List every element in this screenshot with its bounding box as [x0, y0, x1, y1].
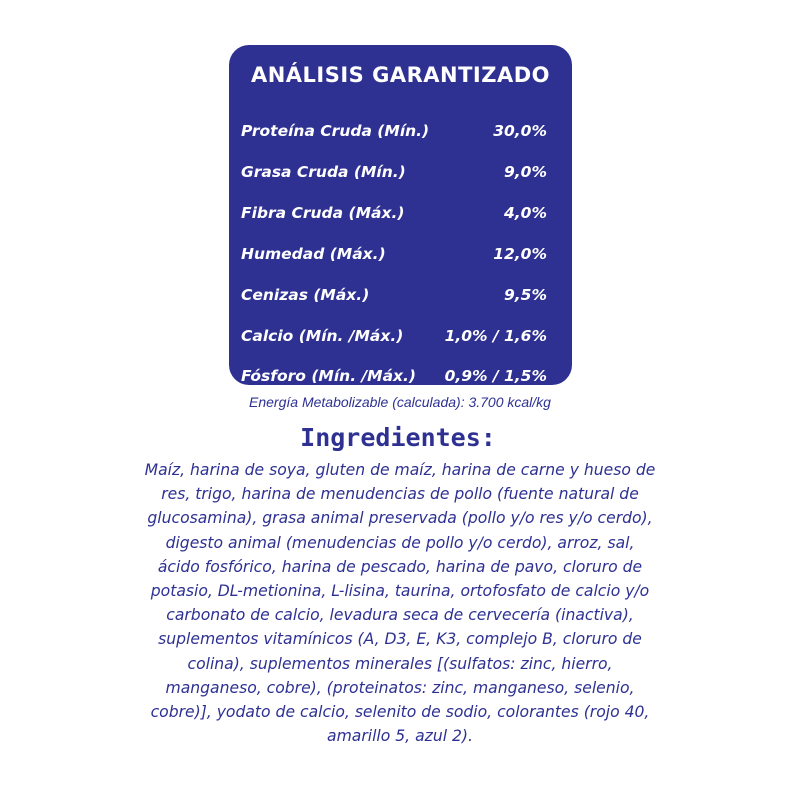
ingredient-line: res, trigo, harina de menudencias de pollo (fuente natural de: [161, 485, 639, 504]
nutrient-row-protein: [241, 122, 547, 148]
nutrient-value: 4,0%: [504, 204, 547, 222]
nutrient-value: 12,0%: [493, 245, 547, 263]
nutrient-row-phosphorus: [241, 367, 547, 393]
nutrient-value: 9,0%: [504, 163, 547, 181]
nutrient-name: Grasa Cruda (Mín.): [241, 163, 406, 181]
ingredient-line: colina), suplementos minerales [(sulfatos: zinc, hierro,: [187, 654, 613, 673]
ingredient-line: potasio, DL-metionina, L-lisina, taurina, ortofosfato de calcio y/o: [150, 581, 650, 600]
nutrient-row-fat: [241, 163, 547, 189]
ingredient-line: digesto animal (menudencias de pollo y/o cerdo), arroz, sal,: [165, 533, 635, 552]
nutrient-value: 0,9% / 1,5%: [444, 367, 547, 385]
nutrient-name: Cenizas (Máx.): [241, 286, 370, 304]
ingredient-line: ácido fosfórico, harina de pescado, harina de pavo, cloruro de: [157, 557, 643, 576]
nutrient-name: Proteína Cruda (Mín.): [241, 122, 430, 140]
metabolizable-energy: Energía Metabolizable (calculada): 3.700 kcal/kg: [249, 394, 551, 410]
nutrient-value: 1,0% / 1,6%: [444, 327, 547, 345]
nutrient-name: Fibra Cruda (Máx.): [241, 204, 405, 222]
nutrient-row-moisture: [241, 245, 547, 271]
ingredient-line: glucosamina), grasa animal preservada (pollo y/o res y/o cerdo),: [147, 509, 653, 528]
ingredient-line: suplementos vitamínicos (A, D3, E, K3, complejo B, cloruro de: [158, 630, 642, 649]
ingredients-list: [0, 458, 800, 748]
nutrient-name: Humedad (Máx.): [241, 245, 386, 263]
ingredient-line: cobre)], yodato de calcio, selenito de sodio, colorantes (rojo 40,: [150, 702, 650, 721]
nutrient-name: Calcio (Mín. /Máx.): [241, 327, 404, 345]
nutrient-row-calcium: [241, 327, 547, 353]
nutrient-row-fiber: [241, 204, 547, 230]
nutrient-name: Fósforo (Mín. /Máx.): [241, 367, 416, 385]
ingredient-line: manganeso, cobre), (proteinatos: zinc, manganeso, selenio,: [165, 678, 635, 697]
nutrient-value: 30,0%: [493, 122, 547, 140]
ingredient-line: amarillo 5, azul 2).: [327, 727, 473, 746]
analysis-title: ANÁLISIS GARANTIZADO: [250, 63, 551, 87]
ingredient-line: Maíz, harina de soya, gluten de maíz, harina de carne y hueso de: [144, 461, 656, 479]
ingredients-title: Ingredientes:: [300, 423, 496, 452]
ingredient-line: carbonato de calcio, levadura seca de cervecería (inactiva),: [166, 606, 634, 625]
nutrient-row-ash: [241, 286, 547, 312]
guaranteed-analysis-panel: [229, 45, 572, 385]
nutrient-value: 9,5%: [504, 286, 547, 304]
